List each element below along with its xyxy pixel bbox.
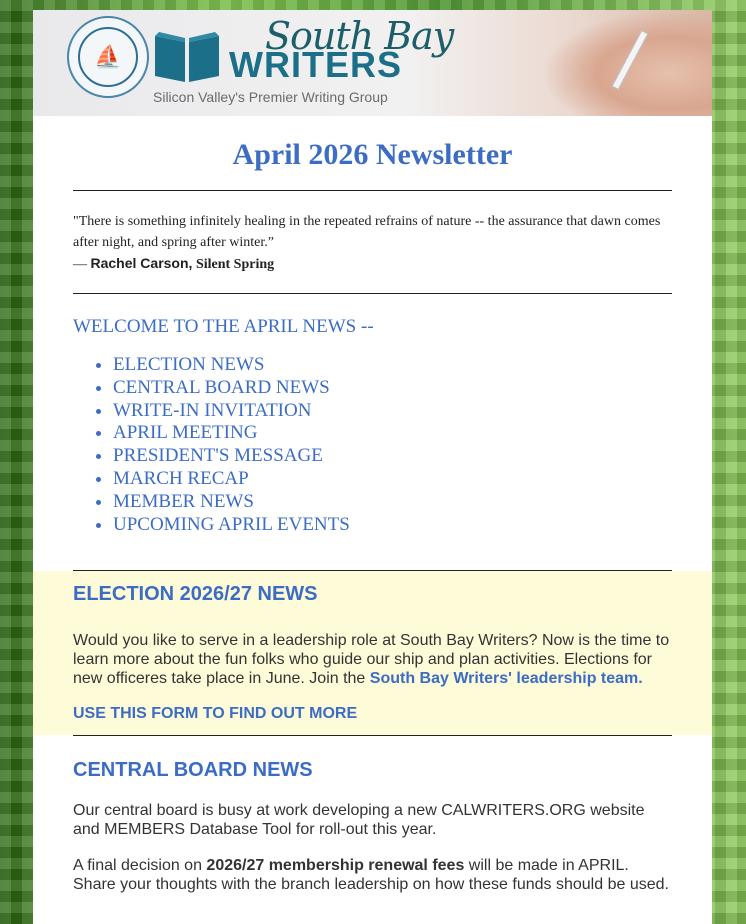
quote-book: Silent Spring xyxy=(195,257,275,272)
toc-item[interactable]: • MEMBER NEWS xyxy=(113,491,672,514)
election-body: Would you like to serve in a leadership role at South Bay Writers? Now is the time to learn more about the fun folks who guide our ship and plan activities. Elections for new officeres take place in June. Join the South Bay Writers' leadership team. xyxy=(73,632,670,688)
quote-block xyxy=(73,191,672,293)
club-seal xyxy=(67,16,149,98)
toc-list xyxy=(73,354,672,570)
election-section xyxy=(33,571,712,735)
central-board-heading: CENTRAL BOARD NEWS xyxy=(73,759,313,782)
toc-item[interactable]: • WRITE-IN INVITATION xyxy=(113,400,672,423)
toc-item[interactable]: • UPCOMING APRIL EVENTS xyxy=(113,514,672,537)
quote-text: "There is something infinitely healing in the repeated refrains of nature -- the assurance that dawn comes after night, and spring after winter.” xyxy=(73,214,661,250)
election-heading: ELECTION 2026/27 NEWS xyxy=(73,583,318,606)
central-board-p2: A final decision on 2026/27 membership renewal fees will be made in APRIL. Share your thoughts with the branch leadership on how these funds should be used. xyxy=(73,857,669,894)
toc-item[interactable]: • PRESIDENT'S MESSAGE xyxy=(113,445,672,468)
book-icon xyxy=(151,22,223,84)
brand-main: WRITERS xyxy=(229,44,402,85)
brand-tagline: Silicon Valley's Premier Writing Group xyxy=(153,89,388,105)
newsletter-title: April 2026 Newsletter xyxy=(232,138,513,171)
toc-item[interactable]: • ELECTION NEWS xyxy=(113,354,672,377)
toc-item[interactable]: • CENTRAL BOARD NEWS xyxy=(113,377,672,400)
central-board-p1: Our central board is busy at work developing a new CALWRITERS.ORG website and MEMBERS Database Tool for roll-out this year. xyxy=(73,802,645,839)
quote-author: Rachel Carson, xyxy=(90,255,193,271)
leadership-team-link[interactable]: South Bay Writers' leadership team. xyxy=(369,670,643,688)
toc-item[interactable]: • APRIL MEETING xyxy=(113,422,672,445)
brand-script: South Bay xyxy=(265,14,454,58)
header-banner xyxy=(33,10,712,116)
welcome-heading: WELCOME TO THE APRIL NEWS -- xyxy=(73,316,374,337)
quote-dash: — xyxy=(73,257,91,272)
newsletter-page xyxy=(33,10,712,924)
toc-item[interactable]: • MARCH RECAP xyxy=(113,468,672,491)
find-out-more-link[interactable]: USE THIS FORM TO FIND OUT MORE xyxy=(73,705,358,723)
ship-icon: ⛵ xyxy=(78,27,138,87)
